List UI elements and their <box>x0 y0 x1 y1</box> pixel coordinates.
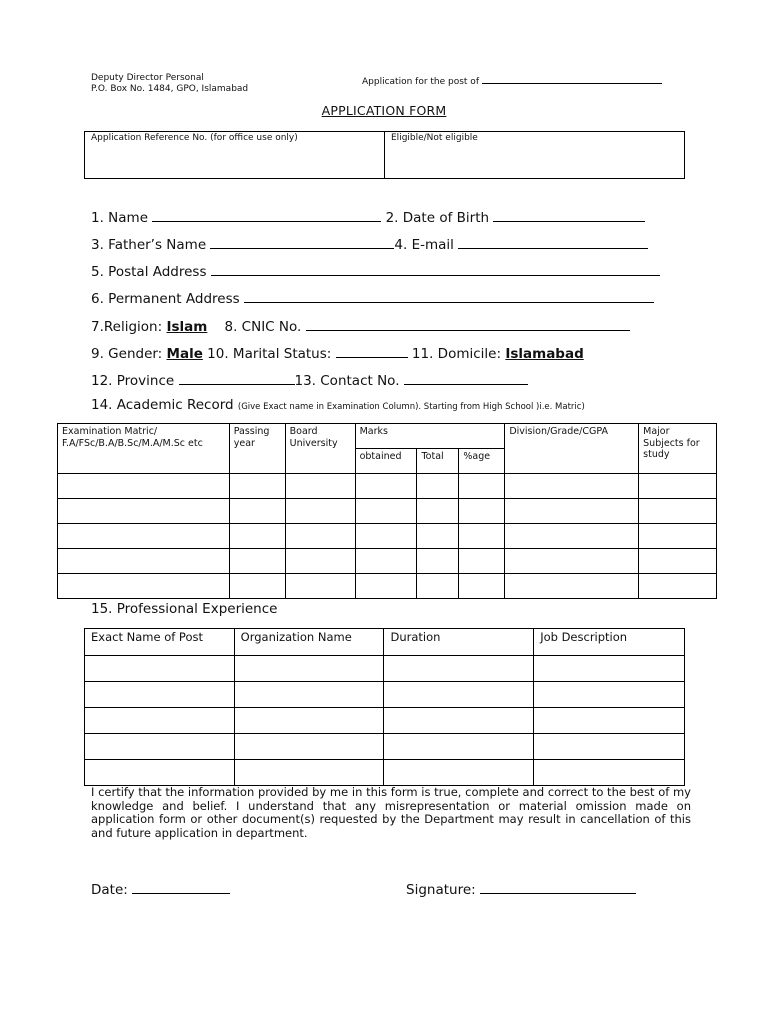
table-cell[interactable] <box>234 682 384 708</box>
addressee-line-1: Deputy Director Personal <box>91 73 204 83</box>
table-cell[interactable] <box>285 524 355 549</box>
col-duration: Duration <box>384 629 534 656</box>
table-cell[interactable] <box>534 760 685 786</box>
postal-address-label: 5. Postal Address <box>91 264 207 280</box>
row-name-dob <box>91 207 645 226</box>
table-cell[interactable] <box>85 708 235 734</box>
dob-label: 2. Date of Birth <box>385 210 490 226</box>
table-cell[interactable] <box>234 734 384 760</box>
table-cell[interactable] <box>417 524 459 549</box>
father-name-field[interactable] <box>210 234 394 249</box>
table-cell[interactable] <box>505 574 639 599</box>
contact-field[interactable] <box>404 370 528 385</box>
table-cell[interactable] <box>417 499 459 524</box>
table-cell[interactable] <box>285 474 355 499</box>
table-cell[interactable] <box>459 474 505 499</box>
academic-record-heading <box>91 397 585 415</box>
col-passing-year: Passing year <box>229 424 285 474</box>
post-label: Application for the post of <box>362 77 479 87</box>
table-row <box>85 734 685 760</box>
table-cell[interactable] <box>639 524 717 549</box>
row-permanent-address <box>91 288 654 307</box>
signature-field[interactable] <box>480 879 636 894</box>
col-obtained: obtained <box>355 449 417 474</box>
province-label: 12. Province <box>91 373 175 389</box>
col-exam: Examination Matric/ F.A/FSc/B.A/B.Sc/M.A/M.Sc etc <box>58 424 230 474</box>
academic-note: (Give Exact name in Examination Column). Starting from High School )i.e. Matric) <box>237 402 585 412</box>
row-gender-marital-domicile <box>91 343 584 362</box>
certification-text: I certify that the information provided by me in this form is true, complete and correct to the best of my knowledge and belief. I understand that any misrepresentation or material omission made on application form or other document(s) requested by the Department may result in cancellation of this and future application in department. <box>91 785 691 840</box>
table-row <box>58 524 717 549</box>
col-division: Division/Grade/CGPA <box>505 424 639 474</box>
postal-address-field[interactable] <box>211 261 660 276</box>
office-use-box <box>84 131 685 179</box>
table-row <box>58 474 717 499</box>
father-name-label: 3. Father’s Name <box>91 237 207 253</box>
table-cell[interactable] <box>534 656 685 682</box>
table-cell[interactable] <box>417 574 459 599</box>
table-cell[interactable] <box>384 708 534 734</box>
date-field[interactable] <box>132 879 230 894</box>
col-total: Total <box>417 449 459 474</box>
col-subjects: Major Subjects for study <box>639 424 717 474</box>
signature-block <box>406 879 636 898</box>
table-row <box>85 656 685 682</box>
table-row <box>85 760 685 786</box>
contact-label: 13. Contact No. <box>294 373 400 389</box>
col-board: Board University <box>285 424 355 474</box>
domicile-label: 11. Domicile: <box>411 346 502 362</box>
table-cell[interactable] <box>459 549 505 574</box>
professional-label: 15. Professional Experience <box>91 601 278 617</box>
table-cell[interactable] <box>459 524 505 549</box>
table-cell[interactable] <box>639 574 717 599</box>
table-cell[interactable] <box>355 574 417 599</box>
religion-value[interactable]: Islam <box>166 319 208 335</box>
table-cell[interactable] <box>639 499 717 524</box>
col-percent: %age <box>459 449 505 474</box>
post-applied <box>362 73 662 88</box>
table-cell[interactable] <box>384 760 534 786</box>
table-cell[interactable] <box>417 474 459 499</box>
row-province-contact <box>91 370 528 389</box>
table-cell[interactable] <box>355 499 417 524</box>
table-cell[interactable] <box>285 549 355 574</box>
table-cell[interactable] <box>417 549 459 574</box>
table-cell[interactable] <box>229 549 285 574</box>
table-cell[interactable] <box>58 474 230 499</box>
marital-status-label: 10. Marital Status: <box>207 346 332 362</box>
table-cell[interactable] <box>85 656 235 682</box>
professional-header-row <box>85 629 685 656</box>
table-cell[interactable] <box>234 760 384 786</box>
table-cell[interactable] <box>355 524 417 549</box>
permanent-address-field[interactable] <box>244 288 654 303</box>
table-cell[interactable] <box>234 708 384 734</box>
email-label: 4. E-mail <box>394 237 454 253</box>
academic-label: 14. Academic Record <box>91 397 234 413</box>
table-row <box>85 708 685 734</box>
addressee-line-2: P.O. Box No. 1484, GPO, Islamabad <box>91 84 249 94</box>
date-label: Date: <box>91 882 128 898</box>
table-row <box>58 549 717 574</box>
professional-experience-heading <box>91 601 277 617</box>
table-cell[interactable] <box>85 734 235 760</box>
col-post: Exact Name of Post <box>85 629 235 656</box>
table-cell[interactable] <box>534 682 685 708</box>
table-cell[interactable] <box>58 549 230 574</box>
table-cell[interactable] <box>639 474 717 499</box>
row-father-email <box>91 234 648 253</box>
table-row <box>85 682 685 708</box>
table-cell[interactable] <box>229 574 285 599</box>
marital-status-field[interactable] <box>336 343 408 358</box>
eligibility-label: Eligible/Not eligible <box>391 133 478 143</box>
col-organization: Organization Name <box>234 629 384 656</box>
table-cell[interactable] <box>58 524 230 549</box>
addressee <box>91 73 248 95</box>
table-cell[interactable] <box>505 474 639 499</box>
table-cell[interactable] <box>229 499 285 524</box>
table-cell[interactable] <box>355 549 417 574</box>
table-cell[interactable] <box>384 656 534 682</box>
post-field[interactable] <box>482 73 662 84</box>
name-label: 1. Name <box>91 210 148 226</box>
table-cell[interactable] <box>85 682 235 708</box>
gender-value[interactable]: Male <box>166 346 203 362</box>
table-cell[interactable] <box>639 549 717 574</box>
col-marks: Marks <box>355 424 505 449</box>
table-cell[interactable] <box>285 499 355 524</box>
table-cell[interactable] <box>285 574 355 599</box>
academic-header-row <box>58 424 717 449</box>
table-cell[interactable] <box>58 499 230 524</box>
academic-table <box>57 423 717 599</box>
table-cell[interactable] <box>534 708 685 734</box>
table-cell[interactable] <box>534 734 685 760</box>
table-cell[interactable] <box>58 574 230 599</box>
table-cell[interactable] <box>229 524 285 549</box>
form-title: APPLICATION FORM <box>321 103 447 118</box>
table-cell[interactable] <box>459 499 505 524</box>
table-cell[interactable] <box>505 524 639 549</box>
email-field[interactable] <box>458 234 648 249</box>
date-block <box>91 879 230 898</box>
table-cell[interactable] <box>384 682 534 708</box>
table-cell[interactable] <box>459 574 505 599</box>
permanent-address-label: 6. Permanent Address <box>91 291 240 307</box>
table-cell[interactable] <box>85 760 235 786</box>
province-field[interactable] <box>179 370 295 385</box>
cnic-field[interactable] <box>306 316 630 331</box>
col-job-description: Job Description <box>534 629 685 656</box>
row-religion-cnic <box>91 316 630 335</box>
table-cell[interactable] <box>384 734 534 760</box>
cnic-label: 8. CNIC No. <box>224 319 302 335</box>
row-postal-address <box>91 261 660 280</box>
name-field[interactable] <box>152 207 381 222</box>
reference-number-label: Application Reference No. (for office use only) <box>91 133 298 143</box>
professional-table <box>84 628 685 786</box>
table-cell[interactable] <box>505 549 639 574</box>
signature-label: Signature: <box>406 882 476 898</box>
gender-label: 9. Gender: <box>91 346 163 362</box>
religion-label: 7.Religion: <box>91 319 163 335</box>
table-cell[interactable] <box>229 474 285 499</box>
table-cell[interactable] <box>355 474 417 499</box>
table-row <box>58 574 717 599</box>
dob-field[interactable] <box>493 207 645 222</box>
table-row <box>58 499 717 524</box>
table-cell[interactable] <box>234 656 384 682</box>
domicile-value[interactable]: Islamabad <box>505 346 584 362</box>
table-cell[interactable] <box>505 499 639 524</box>
